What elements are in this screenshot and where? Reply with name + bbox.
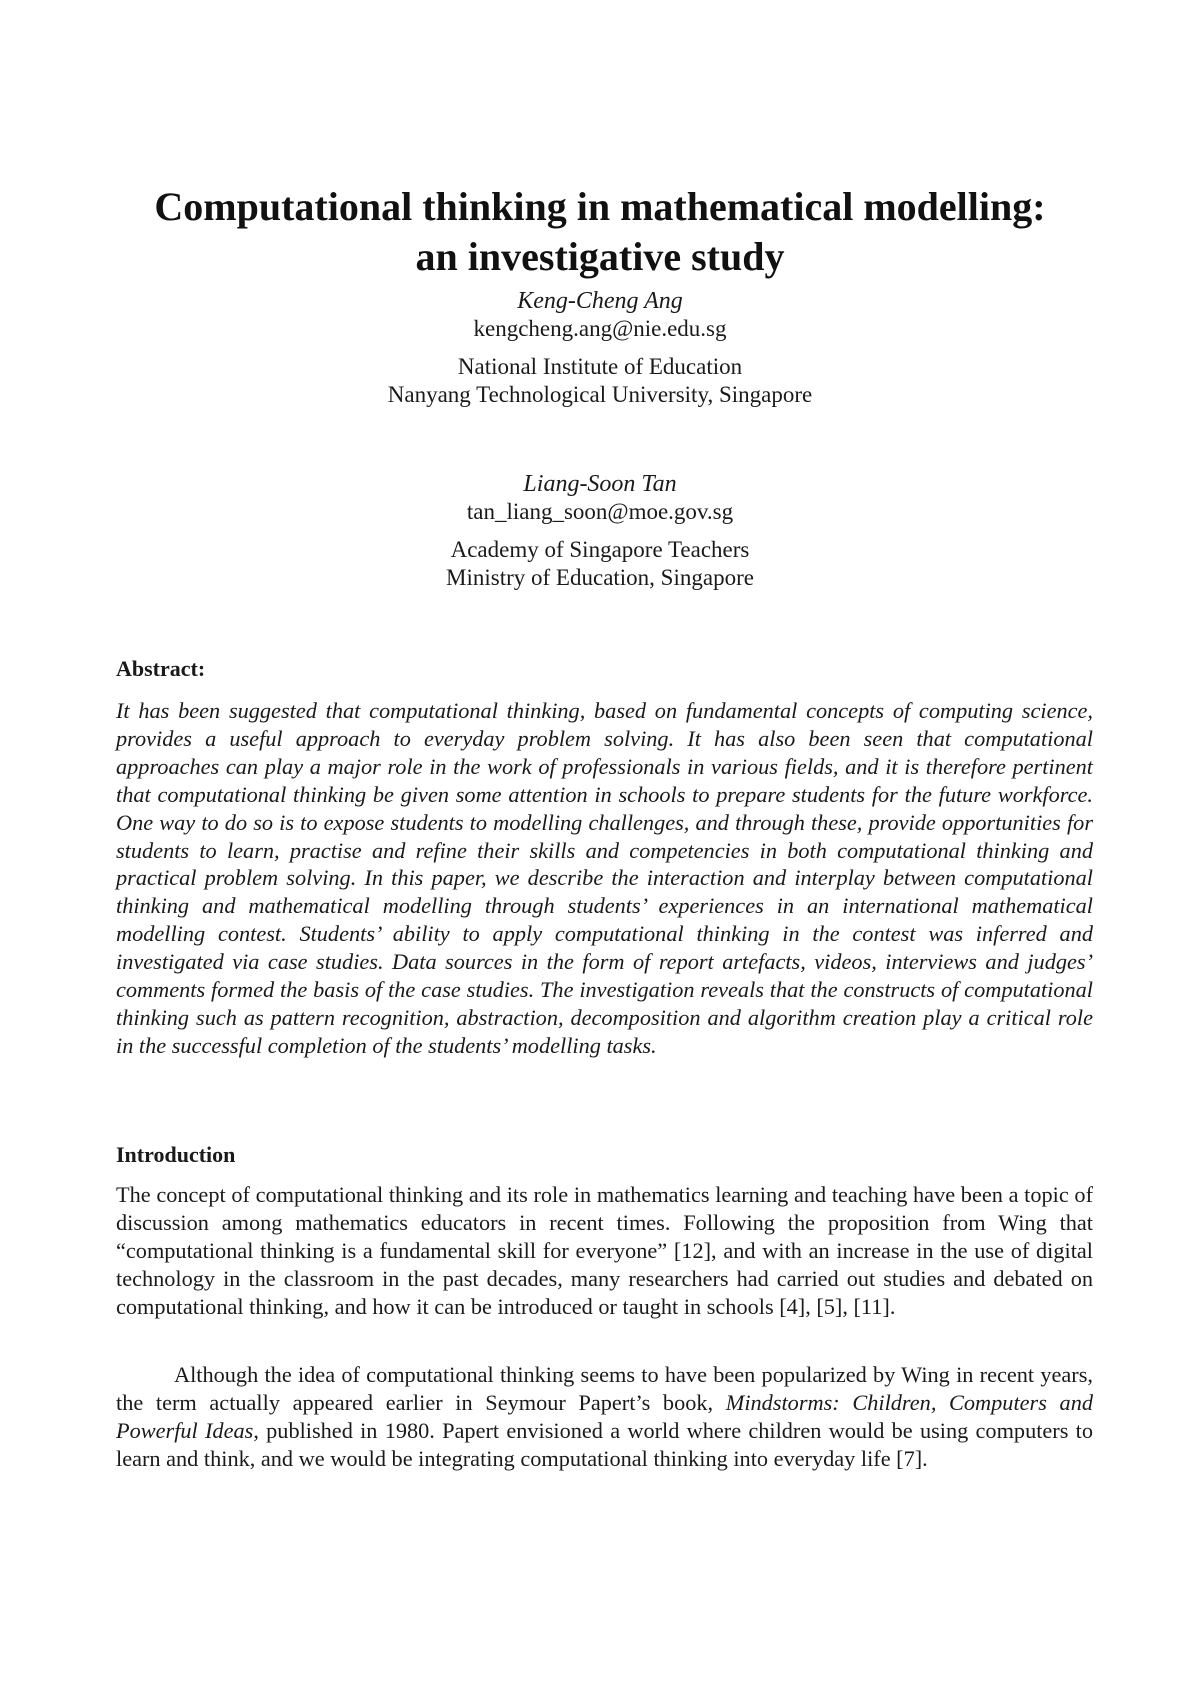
author-email: kengcheng.ang@nie.edu.sg [473, 316, 727, 341]
author-name: Liang-Soon Tan [523, 471, 677, 497]
introduction-paragraph-1: The concept of computational thinking and its role in mathematics learning and teaching have been a topic of discussion among mathematics educators in recent times. Following the proposition from Wing that “computational thinking is a fundamental skill for everyone” [12], and with an increase in the use of digital technology in the classroom in the past decades, many researchers had carried out studies and debated on computational thinking, and how it can be introduced or taught in schools [4], [5], [11]. [116, 1182, 1093, 1319]
introduction-paragraph-2 [116, 1361, 1093, 1473]
abstract-heading: Abstract: [116, 656, 206, 681]
paper-title-line-1: Computational thinking in mathematical modelling: [154, 184, 1046, 229]
paper-title [100, 182, 1100, 282]
author-affiliation-line-2: Nanyang Technological University, Singapore [387, 382, 813, 407]
author-name: Keng-Cheng Ang [517, 288, 683, 314]
paragraph-2-text-start: Although the idea of computational thinking seems to have been popularized by Wing in recent years, the term actually appeared earlier in Seymour Papert’s book, [116, 1362, 1093, 1415]
book-title: Mindstorms: Children, Computers and Powerful Ideas [116, 1389, 1093, 1443]
abstract-text: It has been suggested that computational thinking, based on fundamental concepts of computing science, provides a useful approach to everyday problem solving. It has also been seen that computational approaches can play a major role in the work of professionals in various fields, and it is therefore pertinent that computational thinking be given some attention in schools to prepare students for the future workforce. One way to do so is to expose students to modelling challenges, and through these, provide opportunities for students to learn, practise and refine their skills and competencies in both computational thinking and practical problem solving. In this paper, we describe the interaction and interplay between computational thinking and mathematical modelling through students’ experiences in an international mathematical modelling contest. Students’ ability to apply computational thinking in the contest was inferred and investigated via case studies. Data sources in the form of report artefacts, videos, interviews and judges’ comments formed the basis of the case studies. The investigation reveals that the constructs of computational thinking such as pattern recognition, abstraction, decomposition and algorithm creation play a critical role in the successful completion of the students’ modelling tasks. [116, 698, 1093, 1058]
introduction-heading: Introduction [116, 1142, 236, 1167]
author-affiliation-line-1: National Institute of Education [457, 354, 743, 379]
author-block-2 [150, 470, 1050, 592]
paper-title-line-2: an investigative study [415, 234, 785, 279]
author-email: tan_liang_soon@moe.gov.sg [466, 499, 734, 524]
author-affiliation-line-2: Ministry of Education, Singapore [446, 565, 754, 590]
author-block-1 [150, 287, 1050, 409]
paragraph-2-text-end: , published in 1980. Papert envisioned a world where children would be using computers to learn and think, and we would be integrating computational thinking into everyday life [7]. [116, 1417, 1094, 1471]
author-affiliation-line-1: Academy of Singapore Teachers [450, 537, 750, 562]
